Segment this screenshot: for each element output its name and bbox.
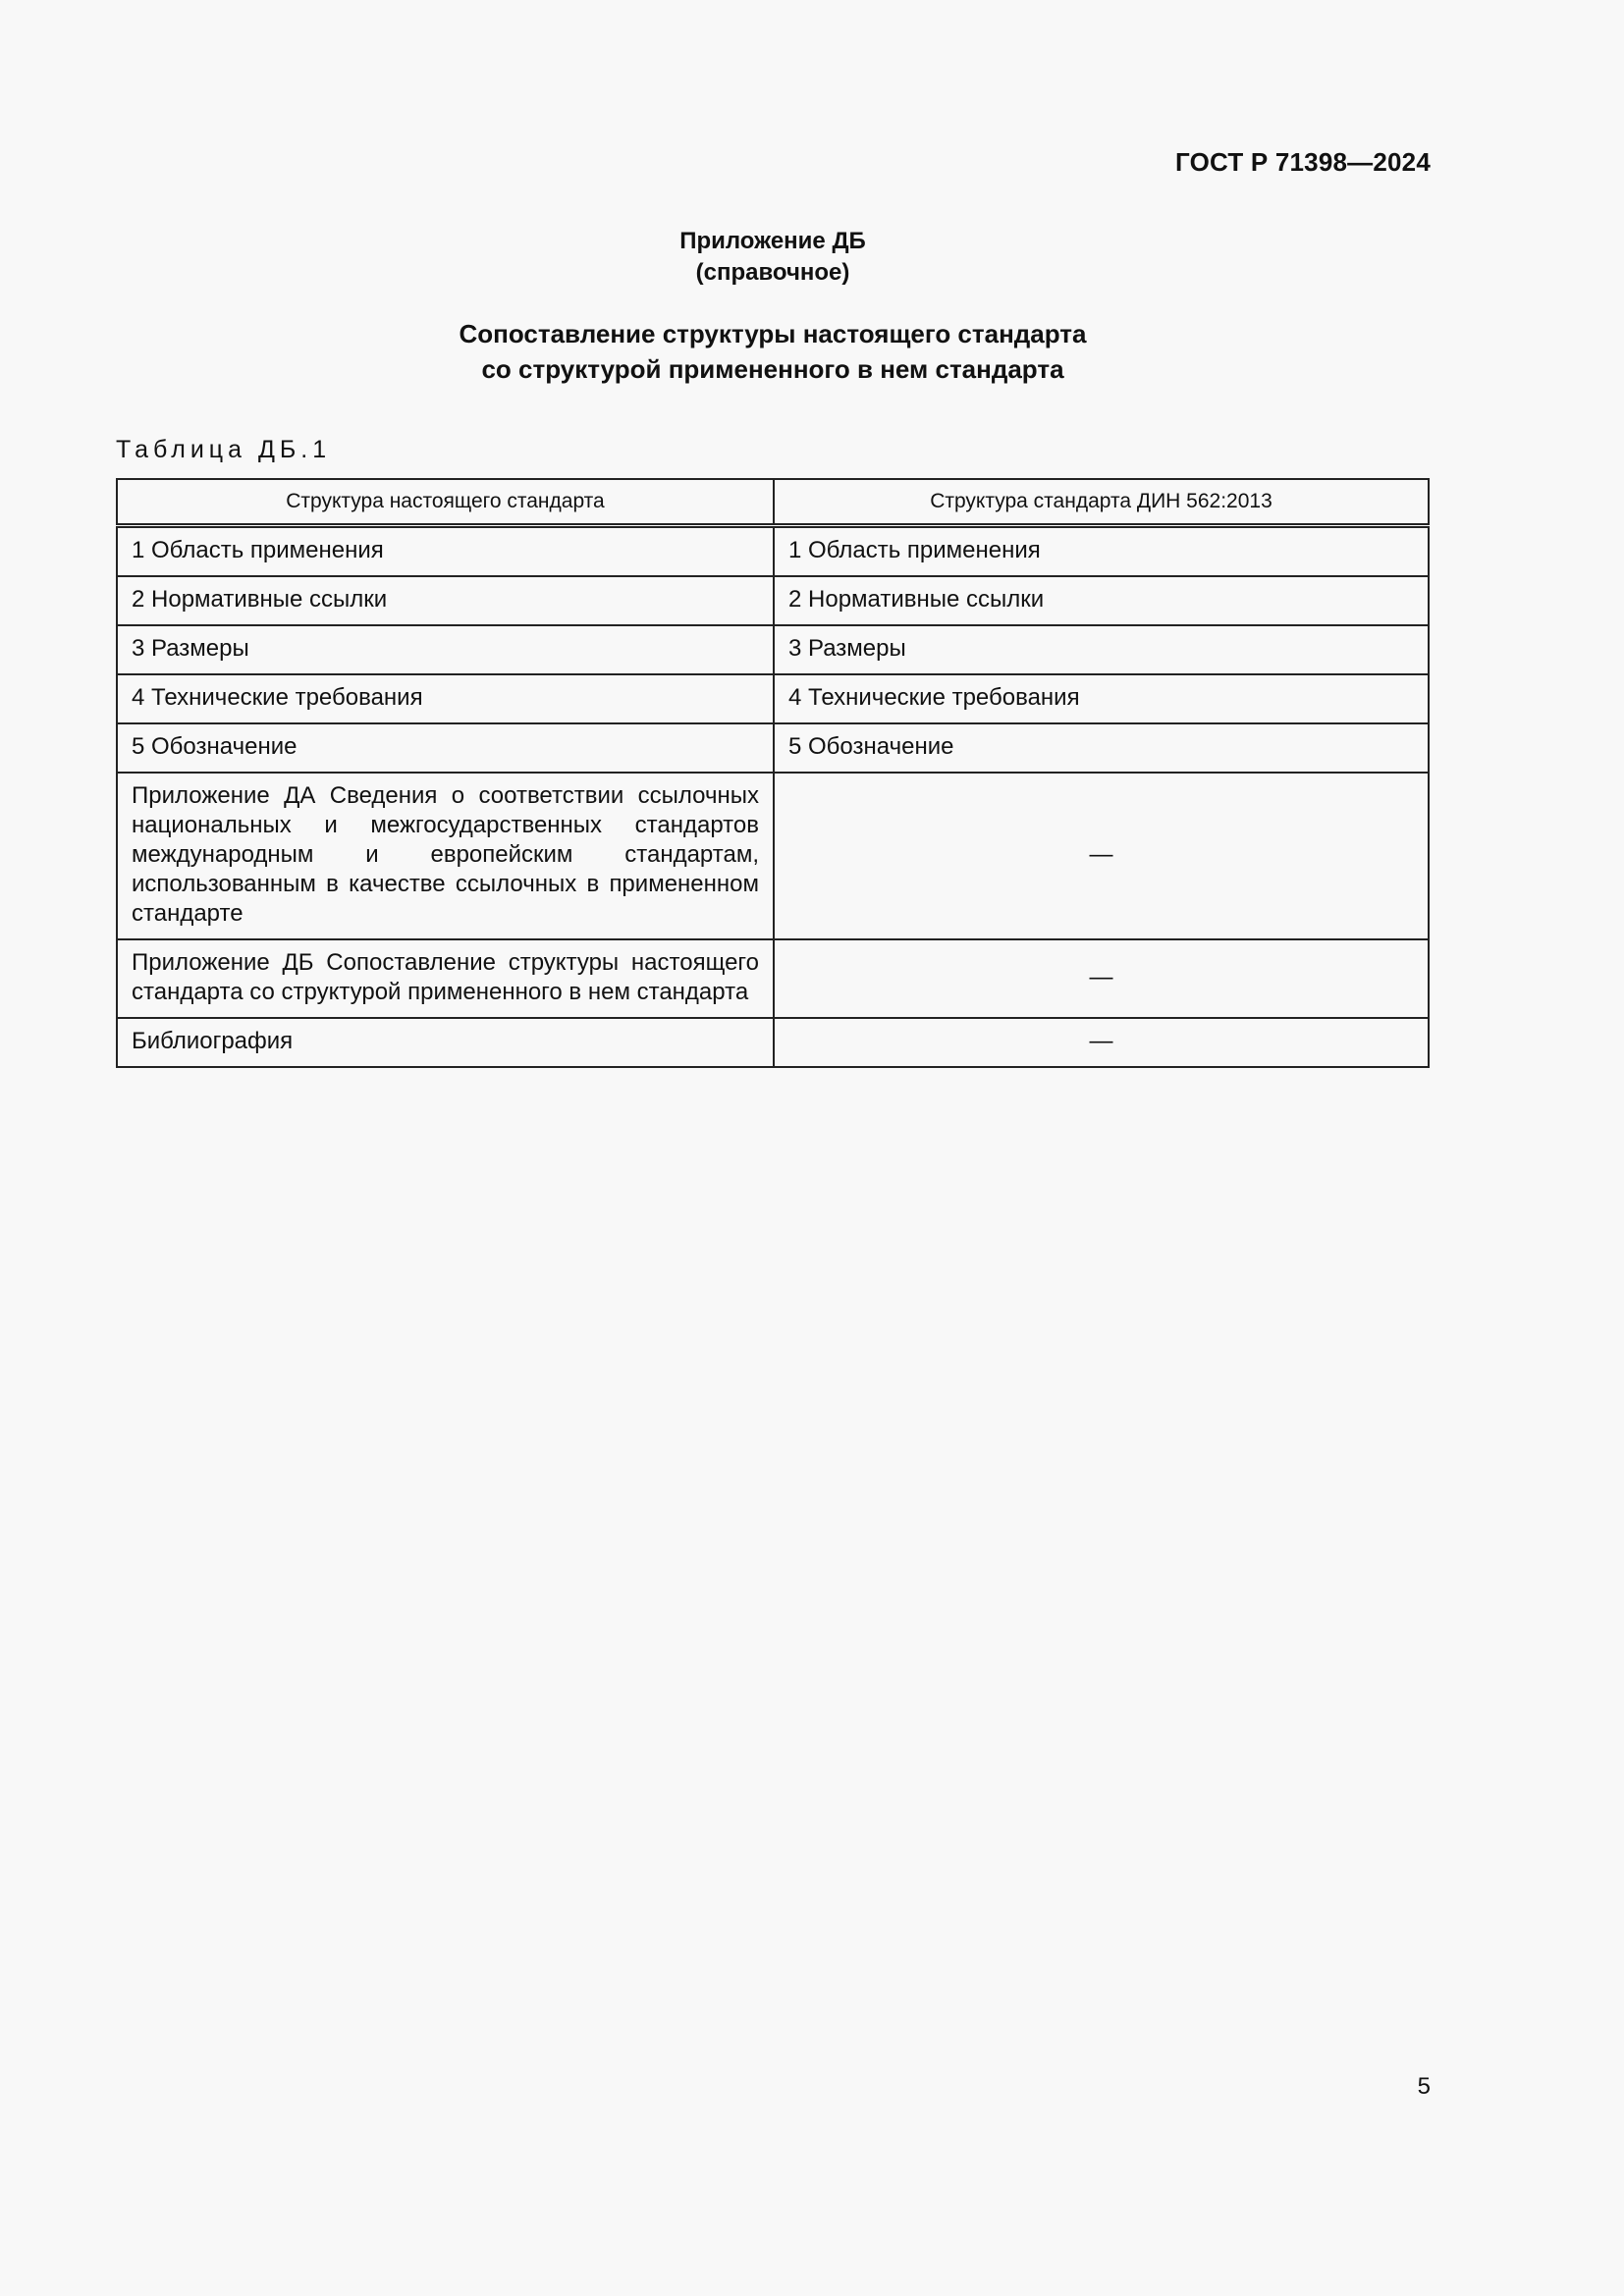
table-cell-current: 2 Нормативные ссылки [117, 576, 774, 625]
table-label: Таблица ДБ.1 [116, 436, 332, 463]
table-row [117, 723, 1429, 773]
table-cell-current: Библиография [117, 1018, 774, 1067]
table-header-row [117, 479, 1429, 526]
appendix-status: (справочное) [695, 259, 850, 286]
table-cell-current: 4 Технические требования [117, 674, 774, 723]
column-header-current-standard: Структура настоящего стандарта [117, 479, 774, 526]
table-row [117, 526, 1429, 577]
table-cell-current: 5 Обозначение [117, 723, 774, 773]
appendix-title-line: со структурой примененного в нем стандарта [481, 354, 1064, 384]
appendix-title-line: Сопоставление структуры настоящего стандарта [459, 319, 1087, 348]
table-cell-current: Приложение ДА Сведения о соответствии ссылочных национальных и межгосударственных стандартов международным и европейским стандартам, использованным в качестве ссылочных в примененном стандарте [117, 773, 774, 939]
structure-comparison-table [116, 478, 1430, 1068]
table-cell-current: Приложение ДБ Сопоставление структуры настоящего стандарта со структурой примененного в нем стандарта [117, 939, 774, 1018]
table-cell-din: 2 Нормативные ссылки [774, 576, 1429, 625]
column-header-din-standard: Структура стандарта ДИН 562:2013 [774, 479, 1429, 526]
table-row [117, 674, 1429, 723]
table-row [117, 625, 1429, 674]
page-number: 5 [1417, 2073, 1431, 2100]
table-cell-din: 1 Область применения [774, 526, 1429, 577]
table-cell-din: 5 Обозначение [774, 723, 1429, 773]
table-cell-current: 1 Область применения [117, 526, 774, 577]
appendix-heading [0, 226, 1545, 289]
appendix-title [0, 316, 1545, 387]
table-cell-din: — [774, 1018, 1429, 1067]
document-code: ГОСТ Р 71398—2024 [1175, 147, 1431, 177]
appendix-name: Приложение ДБ [679, 228, 866, 254]
table-cell-current: 3 Размеры [117, 625, 774, 674]
table-cell-din: — [774, 939, 1429, 1018]
table-cell-din: 4 Технические требования [774, 674, 1429, 723]
table-row [117, 939, 1429, 1018]
table-row [117, 1018, 1429, 1067]
table-cell-din: — [774, 773, 1429, 939]
table-cell-din: 3 Размеры [774, 625, 1429, 674]
table-row [117, 773, 1429, 939]
table-row [117, 576, 1429, 625]
